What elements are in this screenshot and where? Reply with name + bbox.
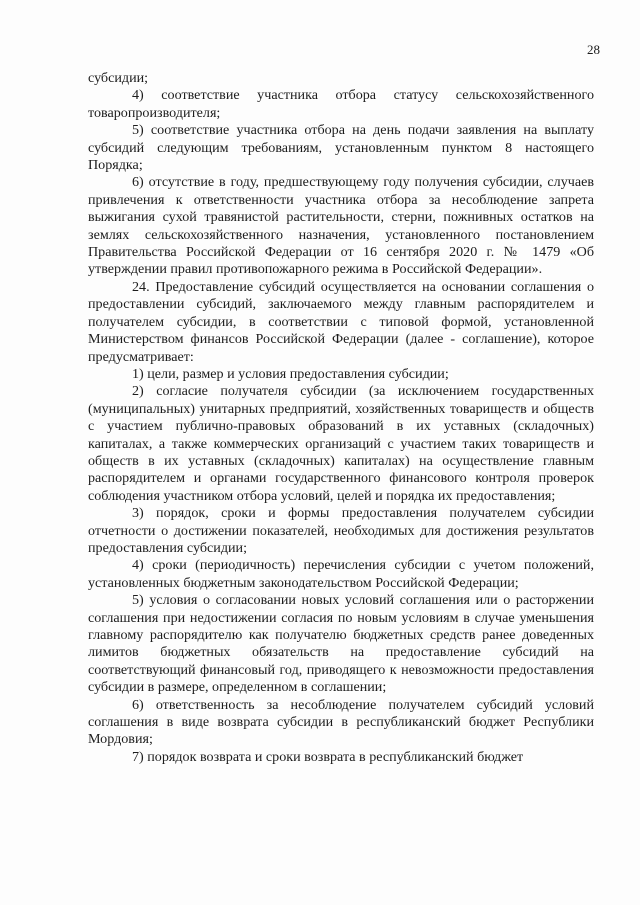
paragraph-subitem-1: 1) цели, размер и условия предоставления субсидии;: [132, 365, 449, 382]
paragraph-item-5: 5) соответствие участника отбора на день подачи заявления на выплату субсидий следующим требованиям, установленным пунктом 8 настоящего Порядка;: [88, 122, 594, 174]
document-body: [88, 70, 594, 766]
paragraph-subitem-2: 2) согласие получателя субсидии (за исключением государственных (муниципальных) унитарных предприятий, хозяйственных товариществ и обществ с участием публично-правовых образований в их уставных (складочных) капиталах, а также коммерческих организаций с участием таких товариществ и обществ в их уставных (складочных) капиталах) на осуществление главным распорядителем и органами государственного финансового контроля проверок соблюдения участником отбора условий, целей и порядка их предоставления;: [88, 383, 594, 504]
paragraph-subitem-5: 5) условия о согласовании новых условий соглашения или о расторжении соглашения при недостижении согласия по новым условиям в случае уменьшения главному распорядителю как получателю бюджетных средств ранее доведенных лимитов бюджетных обязательств на предоставление субсидий на соответствующий финансовый год, приводящего к невозможности предоставления субсидии в размере, определенном в соглашении;: [88, 592, 594, 696]
page-number: 28: [587, 42, 600, 57]
paragraph-item-4: 4) соответствие участника отбора статусу сельскохозяйственного товаропроизводителя;: [88, 87, 594, 121]
paragraph-subitem-4: 4) сроки (периодичность) перечисления субсидии с учетом положений, установленных бюджетным законодательством Российской Федерации;: [88, 557, 594, 591]
paragraph-section-24: 24. Предоставление субсидий осуществляется на основании соглашения о предоставлении субсидий, заключаемого между главным распорядителем и получателем субсидии, в соответствии с типовой формой, установленной Министерством финансов Российской Федерации (далее - соглашение), которое предусматривает:: [88, 278, 594, 365]
paragraph-subitem-7: 7) порядок возврата и сроки возврата в республиканский бюджет: [132, 748, 524, 765]
paragraph-subitem-3: 3) порядок, сроки и формы предоставления получателем субсидии отчетности о достижении показателей, необходимых для достижения результатов предоставления субсидии;: [88, 505, 594, 556]
paragraph-item-6: 6) отсутствие в году, предшествующему году получения субсидии, случаев привлечения к ответственности участника отбора за несоблюдение запрета выжигания сухой травянистой растительности, стерни, пожнивных остатков на землях сельскохозяйственного назначения, установленного постановлением Правительства Российской Федерации от 16 сентября 2020 г. № 1479 «Об утверждении правил противопожарного режима в Российской Федерации».: [88, 174, 594, 278]
paragraph-continuation: субсидии;: [88, 70, 149, 86]
paragraph-subitem-6: 6) ответственность за несоблюдение получателем субсидий условий соглашения в виде возврата субсидии в республиканский бюджет Республики Мордовия;: [88, 696, 594, 748]
